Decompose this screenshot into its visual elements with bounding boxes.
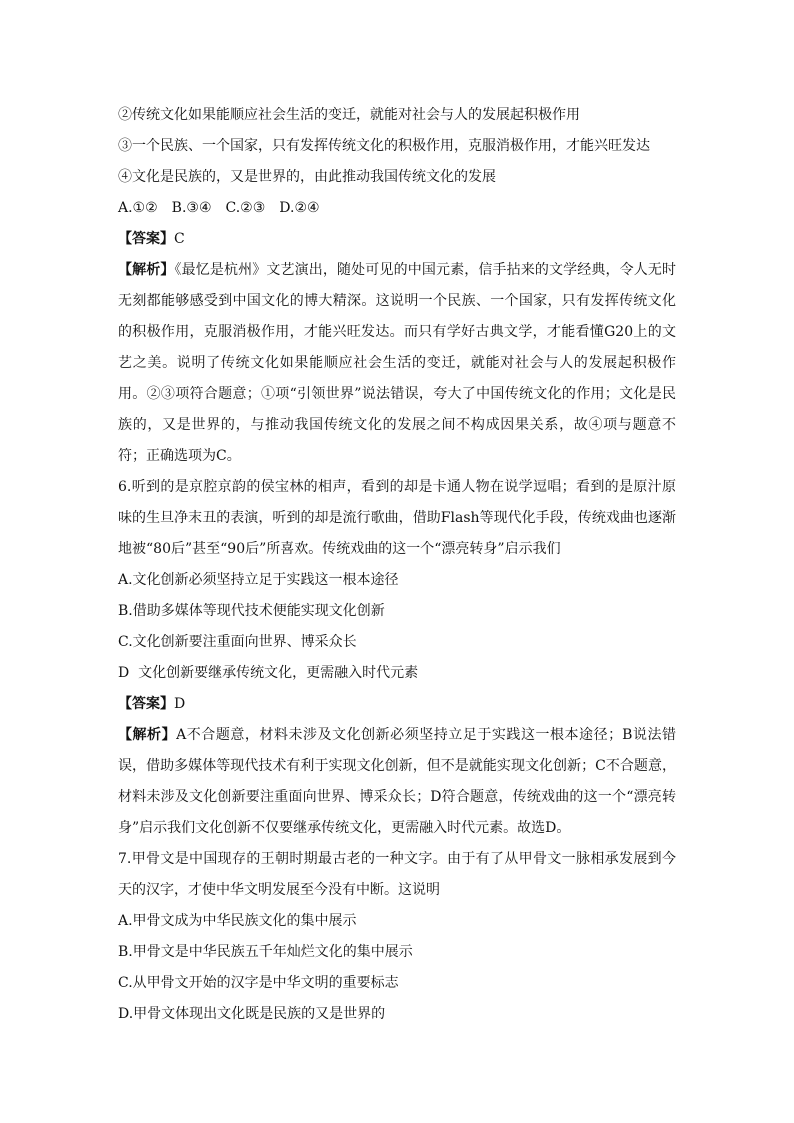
answer-tag: 【答案】: [118, 696, 174, 712]
q7-option-c: C.从甲骨文开始的汉字是中华文明的重要标志: [118, 975, 399, 991]
q6-option-a: A.文化创新必须坚持立足于实践这一根本途径: [118, 572, 399, 588]
q6-analysis: [118, 720, 676, 844]
analysis-tag: 【解析】: [118, 262, 175, 278]
q6-option-c: C.文化创新要注重面向世界、博采众长: [118, 634, 357, 650]
q7-option-d: D.甲骨文体现出文化既是民族的又是世界的: [118, 1006, 386, 1022]
q6-stem: 6.听到的是京腔京韵的侯宝林的相声，看到的却是卡通人物在说学逗唱；看到的是原汁原味的生旦净末丑的表演，听到的却是流行歌曲，借助Flash等现代化手段，传统戏曲也逐渐地被“80后”甚至“90后”所喜欢。传统戏曲的这一个“漂亮转身”启示我们: [118, 479, 676, 557]
analysis-tag: 【解析】: [118, 727, 177, 743]
q6-option-b: B.借助多媒体等现代技术便能实现文化创新: [118, 603, 385, 619]
answer-value: C: [174, 231, 185, 247]
answer-value: D: [174, 696, 186, 712]
q5-option-4: ④文化是民族的，又是世界的，由此推动我国传统文化的发展: [118, 169, 496, 185]
answer-tag: 【答案】: [118, 231, 174, 247]
q6-answer: [118, 689, 676, 720]
analysis-text: 《最忆是杭州》文艺演出，随处可见的中国元素，信手拈来的文学经典，令人无时无刻都能够感受到中国文化的博大精深。这说明一个民族、一个国家，只有发挥传统文化的积极作用，克服消极作用，才能兴旺发达。而只有学好古典文学，才能看懂G20上的文艺之美。说明了传统文化如果能顺应社会生活的变迁，就能对社会与人的发展起积极作用。②③项符合题意；①项“引领世界”说法错误，夸大了中国传统文化的作用；文化是民族的，又是世界的，与推动我国传统文化的发展之间不构成因果关系，故④项与题意不符；正确选项为C。: [118, 262, 677, 464]
q5-answer: [118, 224, 676, 255]
q7-stem: 7.甲骨文是中国现存的王朝时期最古老的一种文字。由于有了从甲骨文一脉相承发展到今天的汉字，才使中华文明发展至今没有中断。这说明: [118, 851, 676, 898]
q5-choices: A.①② B.③④ C.②③ D.②④: [118, 200, 320, 216]
q5-option-3: ③一个民族、一个国家，只有发挥传统文化的积极作用，克服消极作用，才能兴旺发达: [118, 138, 650, 154]
q6-option-d: D 文化创新要继承传统文化，更需融入时代元素: [118, 665, 419, 681]
q7-option-a: A.甲骨文成为中华民族文化的集中展示: [118, 913, 357, 929]
document-content: [118, 100, 676, 1030]
q5-option-2: ②传统文化如果能顺应社会生活的变迁，就能对社会与人的发展起积极作用: [118, 107, 580, 123]
q5-analysis: [118, 255, 676, 472]
analysis-text: A不合题意，材料未涉及文化创新必须坚持立足于实践这一根本途径；B说法错误，借助多媒体等现代技术有利于实现文化创新，但不是就能实现文化创新；C不合题意，材料未涉及文化创新要注重面向世界、博采众长；D符合题意，传统戏曲的这一个“漂亮转身”启示我们文化创新不仅要继承传统文化，更需融入时代元素。故选D。: [118, 727, 676, 836]
q7-option-b: B.甲骨文是中华民族五千年灿烂文化的集中展示: [118, 944, 413, 960]
